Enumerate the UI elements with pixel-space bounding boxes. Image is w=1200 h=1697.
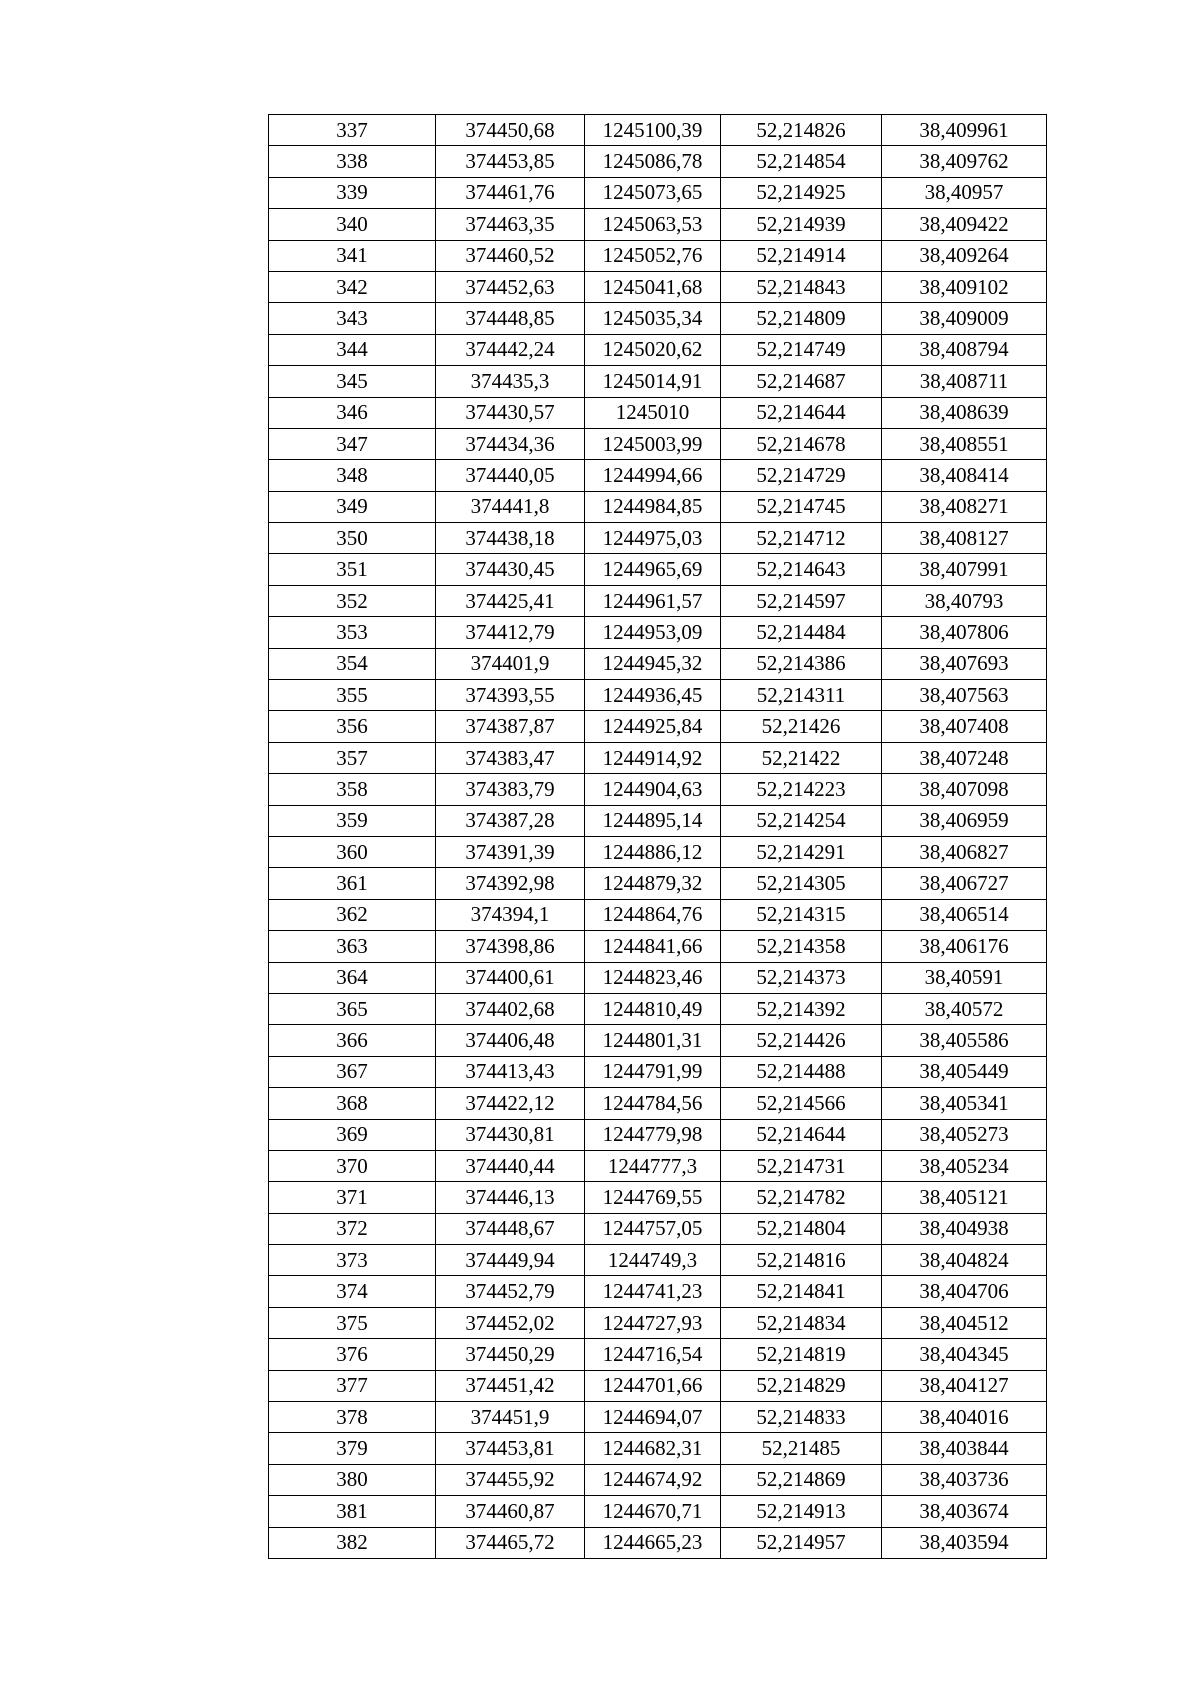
x-coordinate-cell: 374406,48 (436, 1025, 585, 1056)
longitude-cell: 38,404824 (882, 1245, 1047, 1276)
table-row (269, 271, 1047, 302)
table-row (269, 836, 1047, 867)
x-coordinate-cell: 374430,57 (436, 397, 585, 428)
longitude-cell: 38,408794 (882, 334, 1047, 365)
table-row (269, 1213, 1047, 1244)
point-number-cell: 352 (269, 585, 436, 616)
latitude-cell: 52,214644 (721, 1119, 882, 1150)
point-number-cell: 381 (269, 1496, 436, 1527)
table-row (269, 1025, 1047, 1056)
latitude-cell: 52,214745 (721, 491, 882, 522)
y-coordinate-cell: 1244757,05 (585, 1213, 721, 1244)
point-number-cell: 349 (269, 491, 436, 522)
y-coordinate-cell: 1244716,54 (585, 1339, 721, 1370)
y-coordinate-cell: 1245100,39 (585, 115, 721, 146)
point-number-cell: 343 (269, 303, 436, 334)
point-number-cell: 359 (269, 805, 436, 836)
y-coordinate-cell: 1244784,56 (585, 1088, 721, 1119)
latitude-cell: 52,214392 (721, 993, 882, 1024)
y-coordinate-cell: 1245014,91 (585, 366, 721, 397)
point-number-cell: 375 (269, 1307, 436, 1338)
latitude-cell: 52,214729 (721, 460, 882, 491)
x-coordinate-cell: 374430,81 (436, 1119, 585, 1150)
table-row (269, 491, 1047, 522)
x-coordinate-cell: 374465,72 (436, 1527, 585, 1558)
table-row (269, 1088, 1047, 1119)
latitude-cell: 52,214373 (721, 962, 882, 993)
table-row (269, 617, 1047, 648)
y-coordinate-cell: 1245041,68 (585, 271, 721, 302)
longitude-cell: 38,40572 (882, 993, 1047, 1024)
longitude-cell: 38,405586 (882, 1025, 1047, 1056)
longitude-cell: 38,409264 (882, 240, 1047, 271)
longitude-cell: 38,407806 (882, 617, 1047, 648)
table-row (269, 1119, 1047, 1150)
y-coordinate-cell: 1245020,62 (585, 334, 721, 365)
y-coordinate-cell: 1244670,71 (585, 1496, 721, 1527)
point-number-cell: 368 (269, 1088, 436, 1119)
x-coordinate-cell: 374453,81 (436, 1433, 585, 1464)
x-coordinate-cell: 374460,52 (436, 240, 585, 271)
y-coordinate-cell: 1244841,66 (585, 931, 721, 962)
point-number-cell: 380 (269, 1464, 436, 1495)
x-coordinate-cell: 374448,85 (436, 303, 585, 334)
coordinates-table-body (269, 115, 1047, 1559)
table-row (269, 805, 1047, 836)
x-coordinate-cell: 374451,9 (436, 1402, 585, 1433)
latitude-cell: 52,214358 (721, 931, 882, 962)
table-row (269, 334, 1047, 365)
table-row (269, 240, 1047, 271)
x-coordinate-cell: 374441,8 (436, 491, 585, 522)
longitude-cell: 38,407563 (882, 680, 1047, 711)
latitude-cell: 52,21485 (721, 1433, 882, 1464)
x-coordinate-cell: 374461,76 (436, 177, 585, 208)
point-number-cell: 354 (269, 648, 436, 679)
x-coordinate-cell: 374398,86 (436, 931, 585, 962)
point-number-cell: 363 (269, 931, 436, 962)
latitude-cell: 52,214678 (721, 428, 882, 459)
latitude-cell: 52,214712 (721, 523, 882, 554)
longitude-cell: 38,409102 (882, 271, 1047, 302)
point-number-cell: 369 (269, 1119, 436, 1150)
x-coordinate-cell: 374442,24 (436, 334, 585, 365)
y-coordinate-cell: 1244727,93 (585, 1307, 721, 1338)
table-row (269, 1527, 1047, 1558)
table-row (269, 648, 1047, 679)
table-row (269, 1433, 1047, 1464)
table-row (269, 1370, 1047, 1401)
longitude-cell: 38,408639 (882, 397, 1047, 428)
y-coordinate-cell: 1245086,78 (585, 146, 721, 177)
y-coordinate-cell: 1244701,66 (585, 1370, 721, 1401)
x-coordinate-cell: 374452,63 (436, 271, 585, 302)
y-coordinate-cell: 1244895,14 (585, 805, 721, 836)
y-coordinate-cell: 1244904,63 (585, 774, 721, 805)
latitude-cell: 52,214305 (721, 868, 882, 899)
point-number-cell: 339 (269, 177, 436, 208)
x-coordinate-cell: 374413,43 (436, 1056, 585, 1087)
latitude-cell: 52,214829 (721, 1370, 882, 1401)
y-coordinate-cell: 1244914,92 (585, 742, 721, 773)
latitude-cell: 52,214834 (721, 1307, 882, 1338)
table-row (269, 1496, 1047, 1527)
table-row (269, 146, 1047, 177)
longitude-cell: 38,404016 (882, 1402, 1047, 1433)
table-row (269, 742, 1047, 773)
longitude-cell: 38,404706 (882, 1276, 1047, 1307)
longitude-cell: 38,408127 (882, 523, 1047, 554)
longitude-cell: 38,409762 (882, 146, 1047, 177)
table-row (269, 554, 1047, 585)
x-coordinate-cell: 374448,67 (436, 1213, 585, 1244)
point-number-cell: 366 (269, 1025, 436, 1056)
latitude-cell: 52,214426 (721, 1025, 882, 1056)
x-coordinate-cell: 374392,98 (436, 868, 585, 899)
latitude-cell: 52,214854 (721, 146, 882, 177)
latitude-cell: 52,214869 (721, 1464, 882, 1495)
x-coordinate-cell: 374455,92 (436, 1464, 585, 1495)
longitude-cell: 38,405273 (882, 1119, 1047, 1150)
x-coordinate-cell: 374400,61 (436, 962, 585, 993)
y-coordinate-cell: 1244925,84 (585, 711, 721, 742)
point-number-cell: 379 (269, 1433, 436, 1464)
x-coordinate-cell: 374434,36 (436, 428, 585, 459)
table-row (269, 523, 1047, 554)
latitude-cell: 52,214913 (721, 1496, 882, 1527)
point-number-cell: 377 (269, 1370, 436, 1401)
point-number-cell: 364 (269, 962, 436, 993)
y-coordinate-cell: 1244953,09 (585, 617, 721, 648)
x-coordinate-cell: 374387,28 (436, 805, 585, 836)
y-coordinate-cell: 1245003,99 (585, 428, 721, 459)
x-coordinate-cell: 374412,79 (436, 617, 585, 648)
table-row (269, 1339, 1047, 1370)
y-coordinate-cell: 1245063,53 (585, 209, 721, 240)
table-row (269, 1402, 1047, 1433)
x-coordinate-cell: 374450,29 (436, 1339, 585, 1370)
y-coordinate-cell: 1244879,32 (585, 868, 721, 899)
longitude-cell: 38,406176 (882, 931, 1047, 962)
table-row (269, 931, 1047, 962)
x-coordinate-cell: 374391,39 (436, 836, 585, 867)
longitude-cell: 38,406514 (882, 899, 1047, 930)
point-number-cell: 350 (269, 523, 436, 554)
latitude-cell: 52,214843 (721, 271, 882, 302)
point-number-cell: 348 (269, 460, 436, 491)
point-number-cell: 342 (269, 271, 436, 302)
x-coordinate-cell: 374449,94 (436, 1245, 585, 1276)
latitude-cell: 52,214925 (721, 177, 882, 208)
point-number-cell: 346 (269, 397, 436, 428)
latitude-cell: 52,214841 (721, 1276, 882, 1307)
y-coordinate-cell: 1244682,31 (585, 1433, 721, 1464)
longitude-cell: 38,409422 (882, 209, 1047, 240)
latitude-cell: 52,214833 (721, 1402, 882, 1433)
x-coordinate-cell: 374401,9 (436, 648, 585, 679)
latitude-cell: 52,214488 (721, 1056, 882, 1087)
longitude-cell: 38,404938 (882, 1213, 1047, 1244)
longitude-cell: 38,406727 (882, 868, 1047, 899)
table-row (269, 209, 1047, 240)
x-coordinate-cell: 374446,13 (436, 1182, 585, 1213)
x-coordinate-cell: 374438,18 (436, 523, 585, 554)
point-number-cell: 374 (269, 1276, 436, 1307)
longitude-cell: 38,408551 (882, 428, 1047, 459)
latitude-cell: 52,214957 (721, 1527, 882, 1558)
point-number-cell: 367 (269, 1056, 436, 1087)
longitude-cell: 38,409009 (882, 303, 1047, 334)
latitude-cell: 52,214291 (721, 836, 882, 867)
longitude-cell: 38,406827 (882, 836, 1047, 867)
point-number-cell: 373 (269, 1245, 436, 1276)
latitude-cell: 52,214644 (721, 397, 882, 428)
y-coordinate-cell: 1244994,66 (585, 460, 721, 491)
latitude-cell: 52,214826 (721, 115, 882, 146)
x-coordinate-cell: 374393,55 (436, 680, 585, 711)
point-number-cell: 351 (269, 554, 436, 585)
latitude-cell: 52,214939 (721, 209, 882, 240)
y-coordinate-cell: 1244665,23 (585, 1527, 721, 1558)
y-coordinate-cell: 1244975,03 (585, 523, 721, 554)
y-coordinate-cell: 1244810,49 (585, 993, 721, 1024)
latitude-cell: 52,214914 (721, 240, 882, 271)
longitude-cell: 38,405341 (882, 1088, 1047, 1119)
table-row (269, 460, 1047, 491)
latitude-cell: 52,214749 (721, 334, 882, 365)
y-coordinate-cell: 1245010 (585, 397, 721, 428)
longitude-cell: 38,409961 (882, 115, 1047, 146)
longitude-cell: 38,404345 (882, 1339, 1047, 1370)
point-number-cell: 357 (269, 742, 436, 773)
x-coordinate-cell: 374440,44 (436, 1150, 585, 1181)
table-row (269, 366, 1047, 397)
longitude-cell: 38,403674 (882, 1496, 1047, 1527)
latitude-cell: 52,214819 (721, 1339, 882, 1370)
x-coordinate-cell: 374425,41 (436, 585, 585, 616)
point-number-cell: 353 (269, 617, 436, 648)
point-number-cell: 382 (269, 1527, 436, 1558)
x-coordinate-cell: 374450,68 (436, 115, 585, 146)
latitude-cell: 52,214731 (721, 1150, 882, 1181)
table-row (269, 585, 1047, 616)
latitude-cell: 52,214809 (721, 303, 882, 334)
point-number-cell: 356 (269, 711, 436, 742)
table-row (269, 711, 1047, 742)
point-number-cell: 371 (269, 1182, 436, 1213)
x-coordinate-cell: 374435,3 (436, 366, 585, 397)
table-row (269, 177, 1047, 208)
longitude-cell: 38,407991 (882, 554, 1047, 585)
y-coordinate-cell: 1244777,3 (585, 1150, 721, 1181)
point-number-cell: 360 (269, 836, 436, 867)
latitude-cell: 52,214816 (721, 1245, 882, 1276)
point-number-cell: 355 (269, 680, 436, 711)
latitude-cell: 52,214484 (721, 617, 882, 648)
y-coordinate-cell: 1245073,65 (585, 177, 721, 208)
point-number-cell: 347 (269, 428, 436, 459)
y-coordinate-cell: 1244741,23 (585, 1276, 721, 1307)
x-coordinate-cell: 374383,79 (436, 774, 585, 805)
table-row (269, 1182, 1047, 1213)
longitude-cell: 38,404512 (882, 1307, 1047, 1338)
longitude-cell: 38,403594 (882, 1527, 1047, 1558)
table-row (269, 680, 1047, 711)
longitude-cell: 38,407408 (882, 711, 1047, 742)
longitude-cell: 38,408271 (882, 491, 1047, 522)
x-coordinate-cell: 374430,45 (436, 554, 585, 585)
point-number-cell: 345 (269, 366, 436, 397)
point-number-cell: 372 (269, 1213, 436, 1244)
x-coordinate-cell: 374460,87 (436, 1496, 585, 1527)
point-number-cell: 365 (269, 993, 436, 1024)
y-coordinate-cell: 1244936,45 (585, 680, 721, 711)
y-coordinate-cell: 1244791,99 (585, 1056, 721, 1087)
longitude-cell: 38,403844 (882, 1433, 1047, 1464)
longitude-cell: 38,407248 (882, 742, 1047, 773)
table-row (269, 428, 1047, 459)
y-coordinate-cell: 1244749,3 (585, 1245, 721, 1276)
longitude-cell: 38,40957 (882, 177, 1047, 208)
table-row (269, 993, 1047, 1024)
latitude-cell: 52,214315 (721, 899, 882, 930)
y-coordinate-cell: 1244779,98 (585, 1119, 721, 1150)
table-row (269, 868, 1047, 899)
latitude-cell: 52,214782 (721, 1182, 882, 1213)
y-coordinate-cell: 1244864,76 (585, 899, 721, 930)
y-coordinate-cell: 1244694,07 (585, 1402, 721, 1433)
latitude-cell: 52,21422 (721, 742, 882, 773)
table-row (269, 899, 1047, 930)
longitude-cell: 38,403736 (882, 1464, 1047, 1495)
x-coordinate-cell: 374451,42 (436, 1370, 585, 1401)
x-coordinate-cell: 374440,05 (436, 460, 585, 491)
x-coordinate-cell: 374394,1 (436, 899, 585, 930)
y-coordinate-cell: 1245035,34 (585, 303, 721, 334)
longitude-cell: 38,405121 (882, 1182, 1047, 1213)
x-coordinate-cell: 374383,47 (436, 742, 585, 773)
y-coordinate-cell: 1244984,85 (585, 491, 721, 522)
y-coordinate-cell: 1244945,32 (585, 648, 721, 679)
longitude-cell: 38,406959 (882, 805, 1047, 836)
y-coordinate-cell: 1245052,76 (585, 240, 721, 271)
point-number-cell: 337 (269, 115, 436, 146)
longitude-cell: 38,407693 (882, 648, 1047, 679)
x-coordinate-cell: 374402,68 (436, 993, 585, 1024)
x-coordinate-cell: 374463,35 (436, 209, 585, 240)
table-row (269, 774, 1047, 805)
table-row (269, 1150, 1047, 1181)
longitude-cell: 38,408711 (882, 366, 1047, 397)
point-number-cell: 341 (269, 240, 436, 271)
x-coordinate-cell: 374452,79 (436, 1276, 585, 1307)
latitude-cell: 52,214597 (721, 585, 882, 616)
point-number-cell: 344 (269, 334, 436, 365)
x-coordinate-cell: 374452,02 (436, 1307, 585, 1338)
latitude-cell: 52,214643 (721, 554, 882, 585)
y-coordinate-cell: 1244801,31 (585, 1025, 721, 1056)
point-number-cell: 362 (269, 899, 436, 930)
latitude-cell: 52,214311 (721, 680, 882, 711)
longitude-cell: 38,404127 (882, 1370, 1047, 1401)
y-coordinate-cell: 1244886,12 (585, 836, 721, 867)
y-coordinate-cell: 1244769,55 (585, 1182, 721, 1213)
table-row (269, 1464, 1047, 1495)
x-coordinate-cell: 374453,85 (436, 146, 585, 177)
point-number-cell: 338 (269, 146, 436, 177)
table-row (269, 397, 1047, 428)
longitude-cell: 38,405234 (882, 1150, 1047, 1181)
point-number-cell: 378 (269, 1402, 436, 1433)
point-number-cell: 340 (269, 209, 436, 240)
latitude-cell: 52,214254 (721, 805, 882, 836)
table-row (269, 1056, 1047, 1087)
point-number-cell: 358 (269, 774, 436, 805)
point-number-cell: 370 (269, 1150, 436, 1181)
latitude-cell: 52,214386 (721, 648, 882, 679)
table-row (269, 1307, 1047, 1338)
table-row (269, 115, 1047, 146)
table-row (269, 962, 1047, 993)
y-coordinate-cell: 1244965,69 (585, 554, 721, 585)
y-coordinate-cell: 1244961,57 (585, 585, 721, 616)
longitude-cell: 38,40793 (882, 585, 1047, 616)
longitude-cell: 38,407098 (882, 774, 1047, 805)
latitude-cell: 52,214566 (721, 1088, 882, 1119)
latitude-cell: 52,214687 (721, 366, 882, 397)
point-number-cell: 361 (269, 868, 436, 899)
table-row (269, 1276, 1047, 1307)
longitude-cell: 38,405449 (882, 1056, 1047, 1087)
latitude-cell: 52,21426 (721, 711, 882, 742)
y-coordinate-cell: 1244823,46 (585, 962, 721, 993)
latitude-cell: 52,214804 (721, 1213, 882, 1244)
point-number-cell: 376 (269, 1339, 436, 1370)
longitude-cell: 38,40591 (882, 962, 1047, 993)
x-coordinate-cell: 374387,87 (436, 711, 585, 742)
table-row (269, 303, 1047, 334)
longitude-cell: 38,408414 (882, 460, 1047, 491)
y-coordinate-cell: 1244674,92 (585, 1464, 721, 1495)
latitude-cell: 52,214223 (721, 774, 882, 805)
table-row (269, 1245, 1047, 1276)
x-coordinate-cell: 374422,12 (436, 1088, 585, 1119)
coordinates-table (268, 114, 1047, 1559)
